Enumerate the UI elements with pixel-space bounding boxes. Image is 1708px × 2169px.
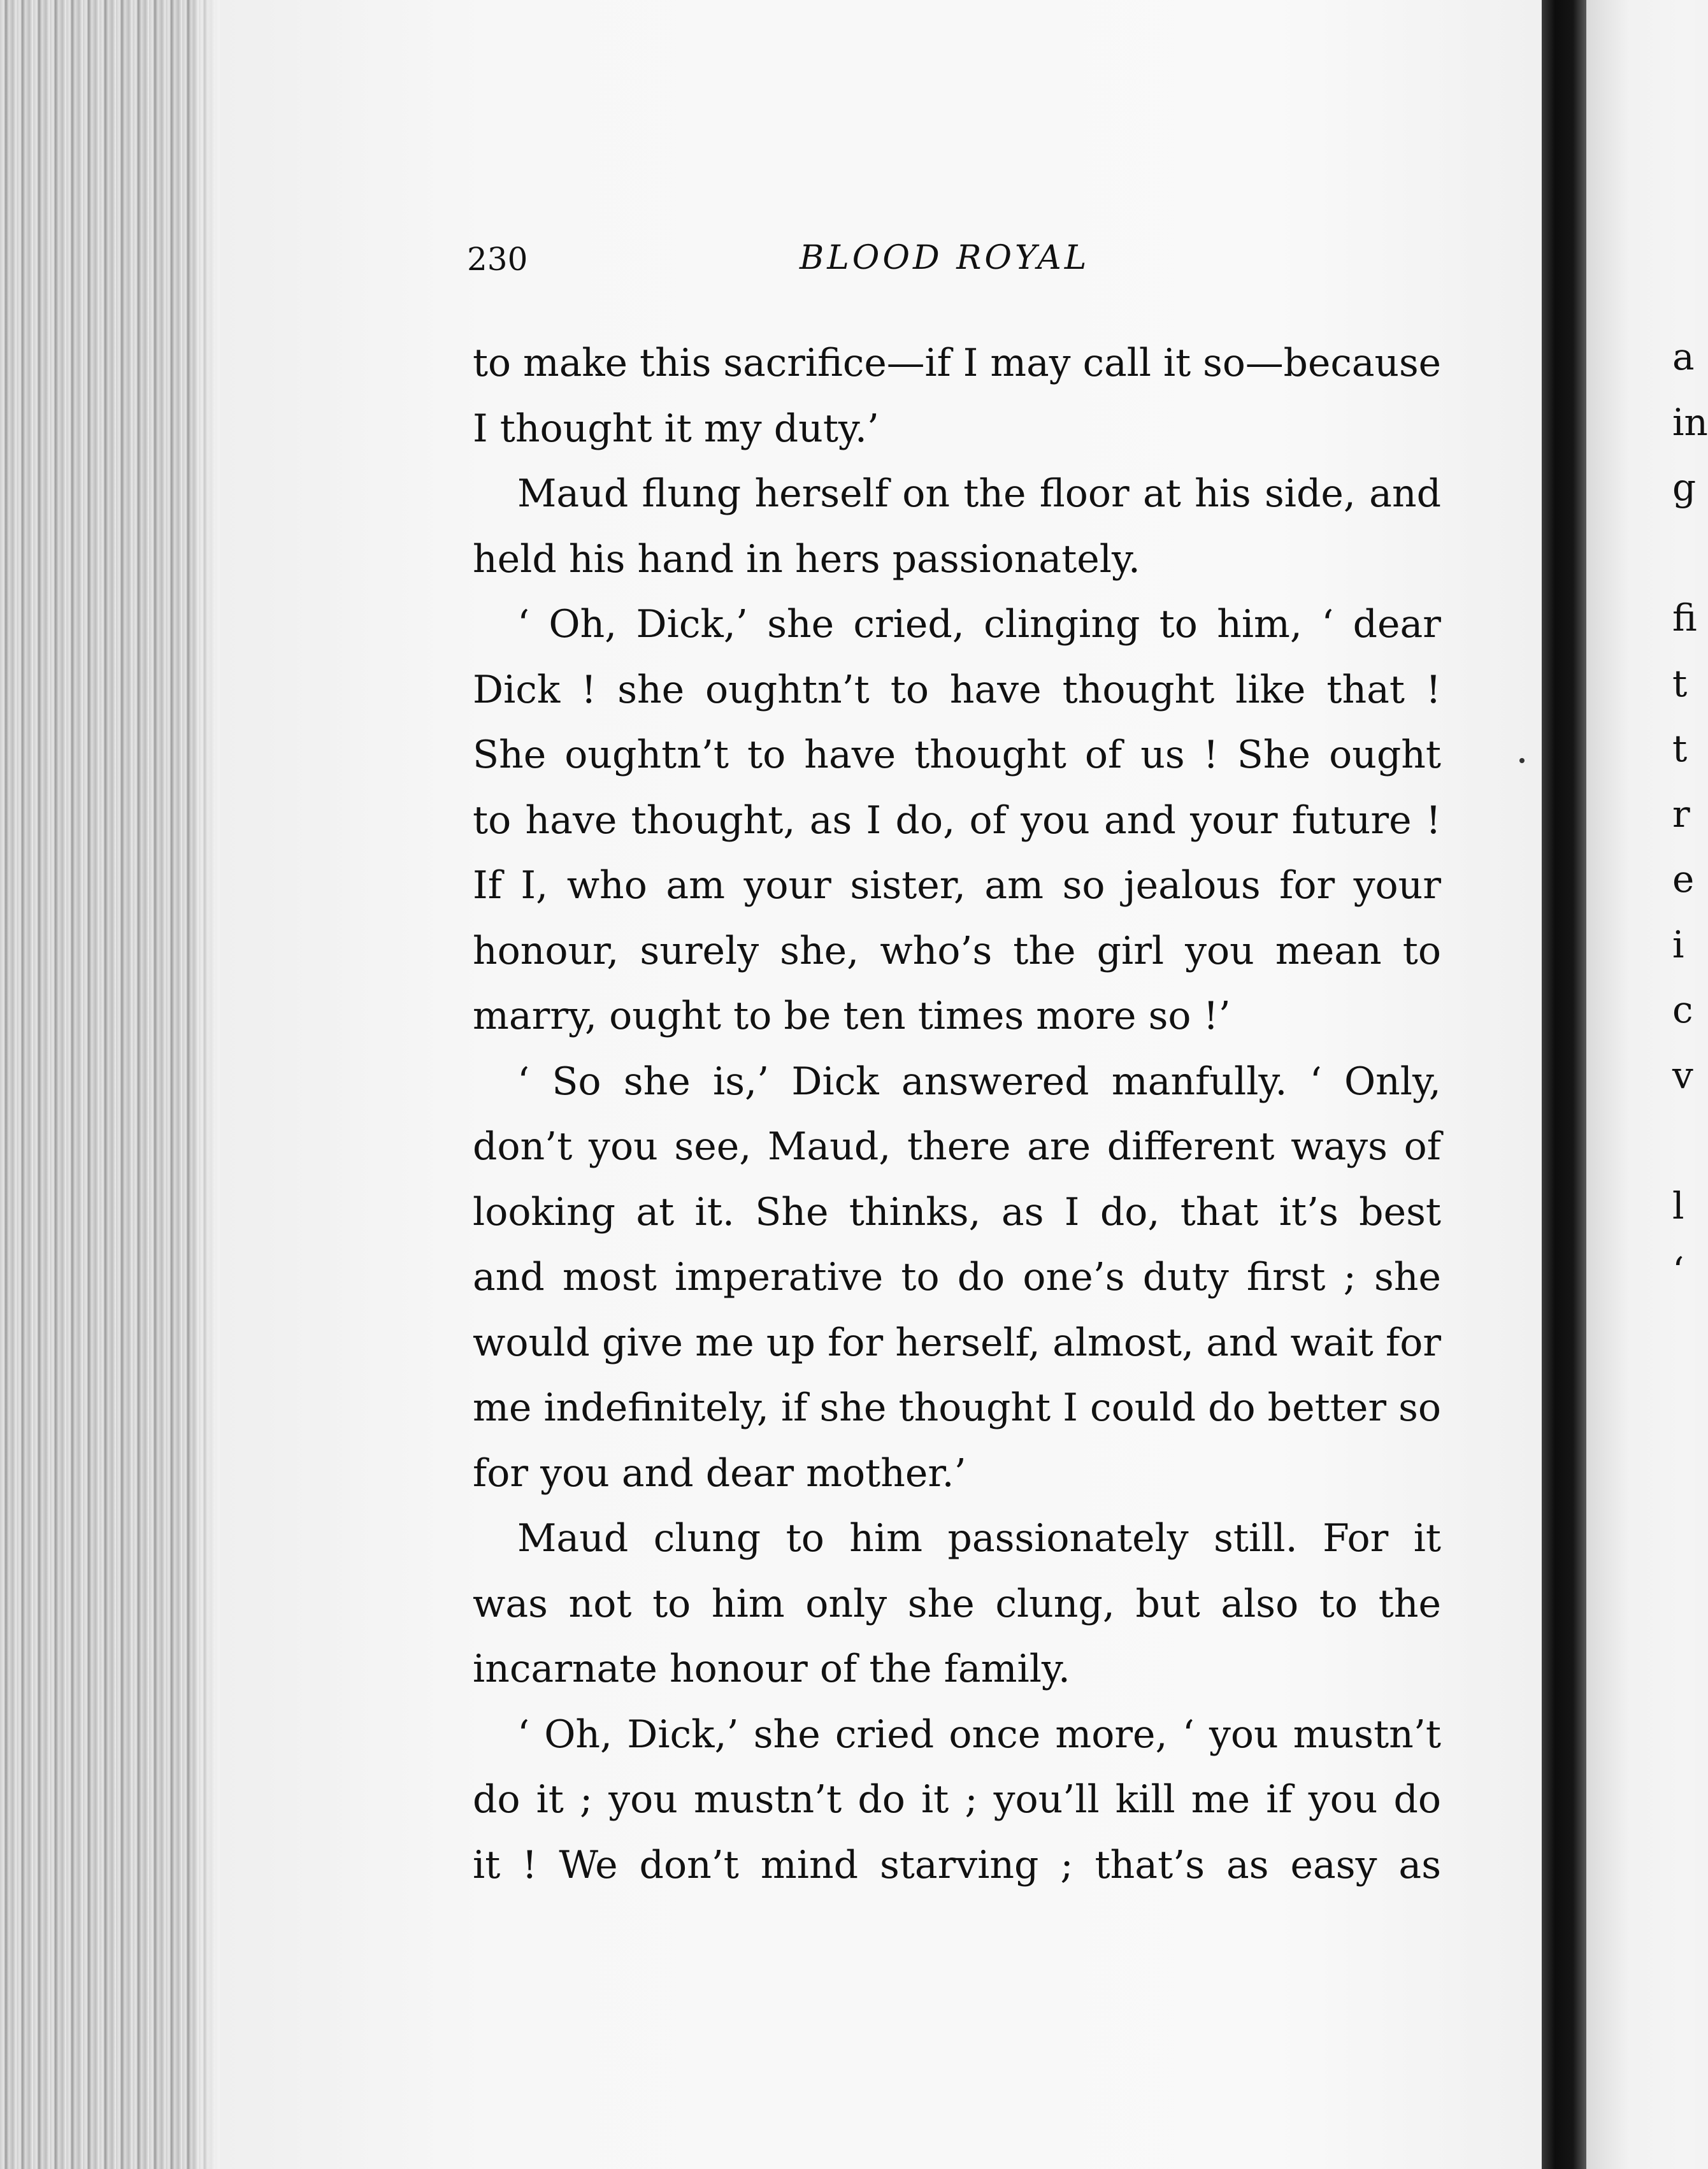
text-line: it ! We don’t mind starving ; that’s as easy as xyxy=(473,1843,1441,1887)
text-line: incarnate honour of the family. xyxy=(473,1647,1070,1691)
text-line: She oughtn’t to have thought of us ! She ought xyxy=(473,733,1441,777)
running-head: BLOOD ROYAL xyxy=(800,239,1090,277)
facing-page-fragment: a xyxy=(1672,335,1695,378)
text-line: to have thought, as I do, of you and your future ! xyxy=(473,798,1441,843)
facing-page-fragment: e xyxy=(1672,857,1695,901)
text-line: honour, surely she, who’s the girl you mean to xyxy=(473,929,1441,973)
text-line: Dick ! she oughtn’t to have thought like that ! xyxy=(473,668,1441,712)
text-line: to make this sacrifice—if I may call it so—because xyxy=(473,341,1442,385)
facing-page-fragment: c xyxy=(1672,988,1693,1031)
book-gutter xyxy=(1542,0,1586,2169)
text-line: and most imperative to do one’s duty first ; she xyxy=(473,1255,1441,1299)
facing-page-fragment: g xyxy=(1672,466,1697,509)
facing-page-fragment: t xyxy=(1672,727,1688,770)
text-line: for you and dear mother.’ xyxy=(473,1451,966,1496)
text-line: If I, who am your sister, am so jealous for your xyxy=(473,863,1441,908)
facing-page-fragment: i xyxy=(1672,923,1684,966)
text-line: ‘ Oh, Dick,’ she cried once more, ‘ you mustn’t xyxy=(517,1712,1441,1757)
page-number: 230 xyxy=(467,241,528,278)
text-line: looking at it. She thinks, as I do, that it’s best xyxy=(473,1190,1441,1235)
text-line: marry, ought to be ten times more so !’ xyxy=(473,994,1231,1038)
facing-page-fragment: fi xyxy=(1672,596,1697,640)
facing-page-fragment: in xyxy=(1672,401,1708,444)
text-line: held his hand in hers passionately. xyxy=(473,537,1140,582)
ink-speck xyxy=(1519,758,1525,763)
facing-page-fragment: v xyxy=(1672,1054,1693,1097)
facing-page-fragment: l xyxy=(1672,1184,1684,1228)
text-line: do it ; you mustn’t do it ; you’ll kill me if you do xyxy=(473,1777,1441,1822)
text-line: me indefinitely, if she thought I could do better so xyxy=(473,1385,1441,1430)
text-line: was not to him only she clung, but also to the xyxy=(473,1582,1441,1626)
text-line: don’t you see, Maud, there are different ways of xyxy=(473,1124,1441,1169)
text-line: would give me up for herself, almost, and wait for xyxy=(473,1321,1441,1365)
facing-page-fragment: ‘ xyxy=(1672,1249,1684,1292)
facing-page-fragment: t xyxy=(1672,662,1688,705)
text-line: Maud clung to him passionately still. For it xyxy=(517,1516,1441,1561)
text-line: ‘ So she is,’ Dick answered manfully. ‘ Only, xyxy=(517,1059,1441,1104)
text-line: Maud flung herself on the floor at his side, and xyxy=(517,471,1441,516)
text-line: I thought it my duty.’ xyxy=(473,406,879,451)
facing-page-fragment: r xyxy=(1672,792,1690,836)
text-line: ‘ Oh, Dick,’ she cried, clinging to him, ‘ dear xyxy=(517,602,1441,647)
book-page-edges xyxy=(0,0,220,2169)
